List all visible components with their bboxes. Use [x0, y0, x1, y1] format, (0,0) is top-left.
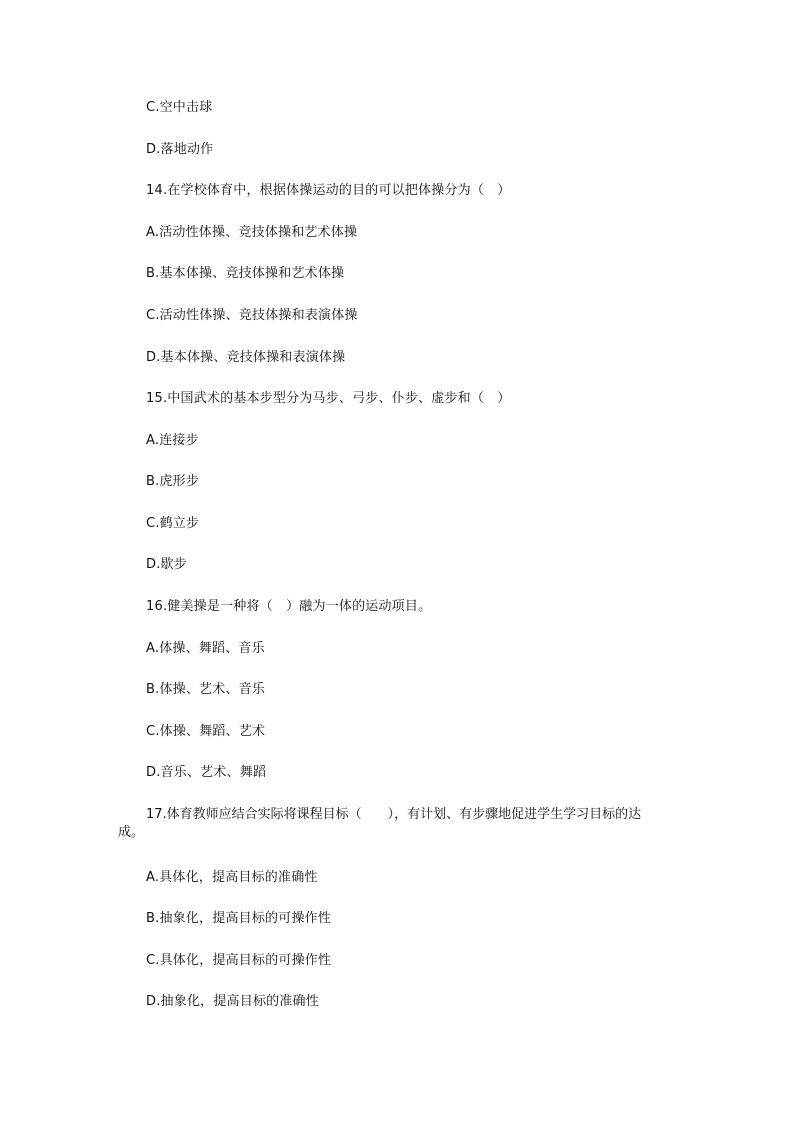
option-b-q17: B.抽象化，提高目标的可操作性: [146, 911, 332, 926]
question-17-line-2: 成。: [118, 825, 145, 840]
option-a-q15: A.连接步: [146, 433, 199, 448]
option-b-q16: B.体操、艺术、音乐: [146, 682, 266, 697]
option-a-q16: A.体操、舞蹈、音乐: [146, 641, 265, 656]
option-c-q17: C.具体化，提高目标的可操作性: [146, 953, 332, 968]
question-14: 14.在学校体育中，根据体操运动的目的可以把体操分为（ ）: [146, 183, 511, 198]
option-b-q14: B.基本体操、竞技体操和艺术体操: [146, 266, 345, 281]
option-a-q17: A.具体化，提高目标的准确性: [146, 870, 318, 885]
option-b-q15: B.虎形步: [146, 474, 200, 489]
question-17-line-1: 17.体育教师应结合实际将课程目标（ ），有计划、有步骤地促进学生学习目标的达: [146, 807, 642, 822]
question-15: 15.中国武术的基本步型分为马步、弓步、仆步、虚步和（ ）: [146, 391, 511, 406]
option-c-q15: C.鹤立步: [146, 516, 200, 531]
question-17: [118, 803, 642, 845]
option-d-q17: D.抽象化，提高目标的准确性: [146, 994, 319, 1009]
option-d-q13: D.落地动作: [146, 142, 214, 157]
option-d-q16: D.音乐、艺术、舞蹈: [146, 765, 267, 780]
option-c-q14: C.活动性体操、竞技体操和表演体操: [146, 308, 358, 323]
option-c-q16: C.体操、舞蹈、艺术: [146, 724, 266, 739]
option-d-q15: D.歇步: [146, 557, 187, 572]
question-16: 16.健美操是一种将（ ）融为一体的运动项目。: [146, 599, 432, 614]
option-c-q13: C.空中击球: [146, 100, 213, 115]
option-a-q14: A.活动性体操、竞技体操和艺术体操: [146, 225, 358, 240]
option-d-q14: D.基本体操、竞技体操和表演体操: [146, 350, 346, 365]
